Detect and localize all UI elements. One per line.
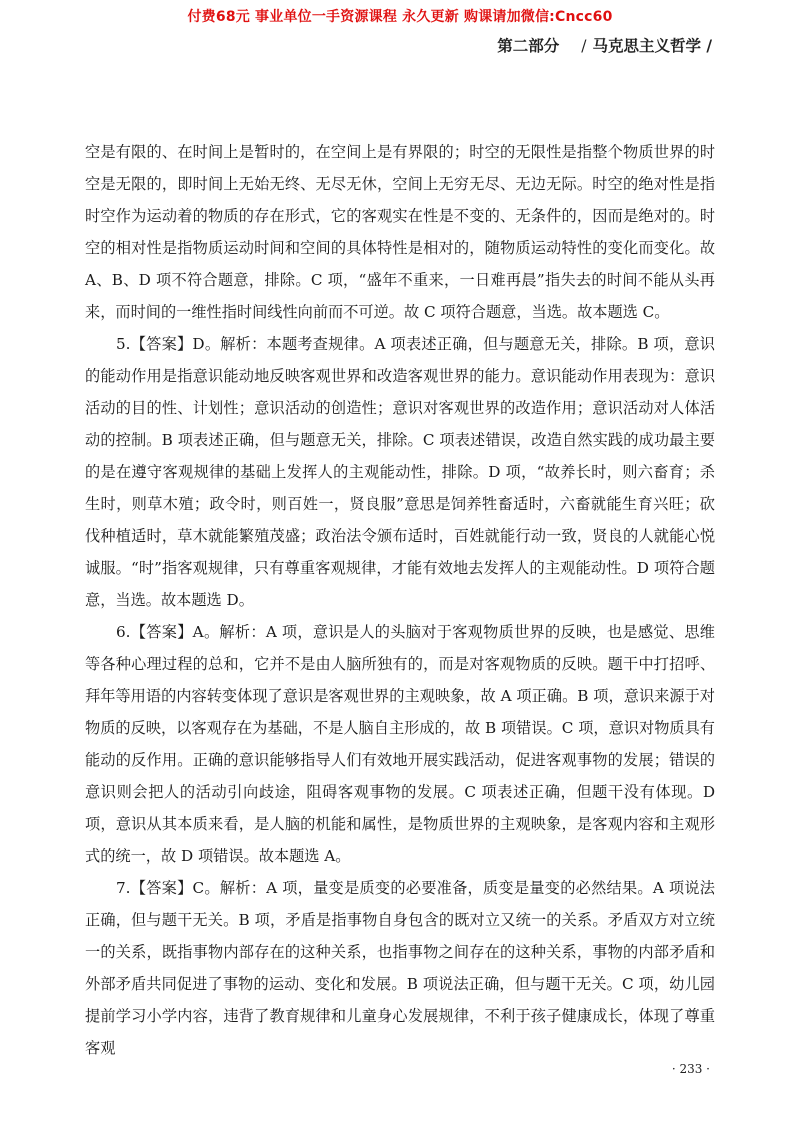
section-separator: / xyxy=(581,37,587,55)
paragraph-continuation: 空是有限的、在时间上是暂时的，在空间上是有界限的；时空的无限性是指整个物质世界的时空是无限的，即时间上无始无终、无尽无休，空间上无穷无尽、无边无际。时空的绝对性是指时空作为运动着的物质的存在形式，它的客观实在性是不变的、无条件的，因而是绝对的。时空的相对性是指物质运动时间和空间的具体特性是相对的，随物质运动特性的变化而变化。故 A、B、D 项不符合题意，排除。C 项，“盛年不重来，一日难再晨”指失去的时间不能从头再来，而时间的一维性指时间线性向前而不可逆。故 C 项符合题意，当选。故本题选 C。 xyxy=(85,143,715,321)
answer-explanations xyxy=(85,136,715,1064)
section-header xyxy=(497,34,712,56)
page-number: · 233 · xyxy=(671,1062,710,1076)
paragraph-answer-6: 6.【答案】A。解析：A 项，意识是人的头脑对于客观物质世界的反映，也是感觉、思维等各种心理过程的总和，它并不是由人脑所独有的，而是对客观物质的反映。题干中打招呼、拜年等用语的内容转变体现了意识是客观世界的主观映象，故 A 项正确。B 项，意识来源于对物质的反映，以客观存在为基础，不是人脑自主形成的，故 B 项错误。C 项，意识对物质具有能动的反作用。正确的意识能够指导人们有效地开展实践活动，促进客观事物的发展；错误的意识则会把人的活动引向歧途，阻碍客观事物的发展。C 项表述正确，但题干没有体现。D 项，意识从其本质来看，是人脑的机能和属性，是物质世界的主观映象，是客观内容和主观形式的统一，故 D 项错误。故本题选 A。 xyxy=(85,623,715,865)
section-part: 第二部分 xyxy=(497,36,560,55)
paragraph-answer-5: 5.【答案】D。解析：本题考查规律。A 项表述正确，但与题意无关，排除。B 项，意识的能动作用是指意识能动地反映客观世界和改造客观世界的能力。意识能动作用表现为：意识活动的目的性、计划性；意识活动的创造性；意识对客观世界的改造作用；意识活动对人体活动的控制。B 项表述正确，但与题意无关，排除。C 项表述错误，改造自然实践的成功最主要的是在遵守客观规律的基础上发挥人的主观能动性，排除。D 项，“故养长时，则六畜育；杀生时，则草木殖；政令时，则百姓一，贤良服”意思是饲养牲畜适时，六畜就能生育兴旺；砍伐种植适时，草木就能繁殖茂盛；政治法令颁布适时，百姓就能行动一致，贤良的人就能心悦诚服。“时”指客观规律，只有尊重客观规律，才能有效地去发挥人的主观能动性。D 项符合题意，当选。故本题选 D。 xyxy=(85,335,715,609)
watermark-banner: 付费68元 事业单位一手资源课程 永久更新 购课请加微信:Cncc60 xyxy=(187,9,613,25)
section-title: 马克思主义哲学 / xyxy=(592,36,712,55)
paragraph-answer-7: 7.【答案】C。解析：A 项，量变是质变的必要准备，质变是量变的必然结果。A 项说法正确，但与题干无关。B 项，矛盾是指事物自身包含的既对立又统一的关系。矛盾双方对立统一的关系，既指事物内部存在的这种关系，也指事物之间存在的这种关系，事物的内部矛盾和外部矛盾共同促进了事物的运动、变化和发展。B 项说法正确，但与题干无关。C 项，幼儿园提前学习小学内容，违背了教育规律和儿童身心发展规律，不利于孩子健康成长，体现了尊重客观 xyxy=(85,879,715,1057)
